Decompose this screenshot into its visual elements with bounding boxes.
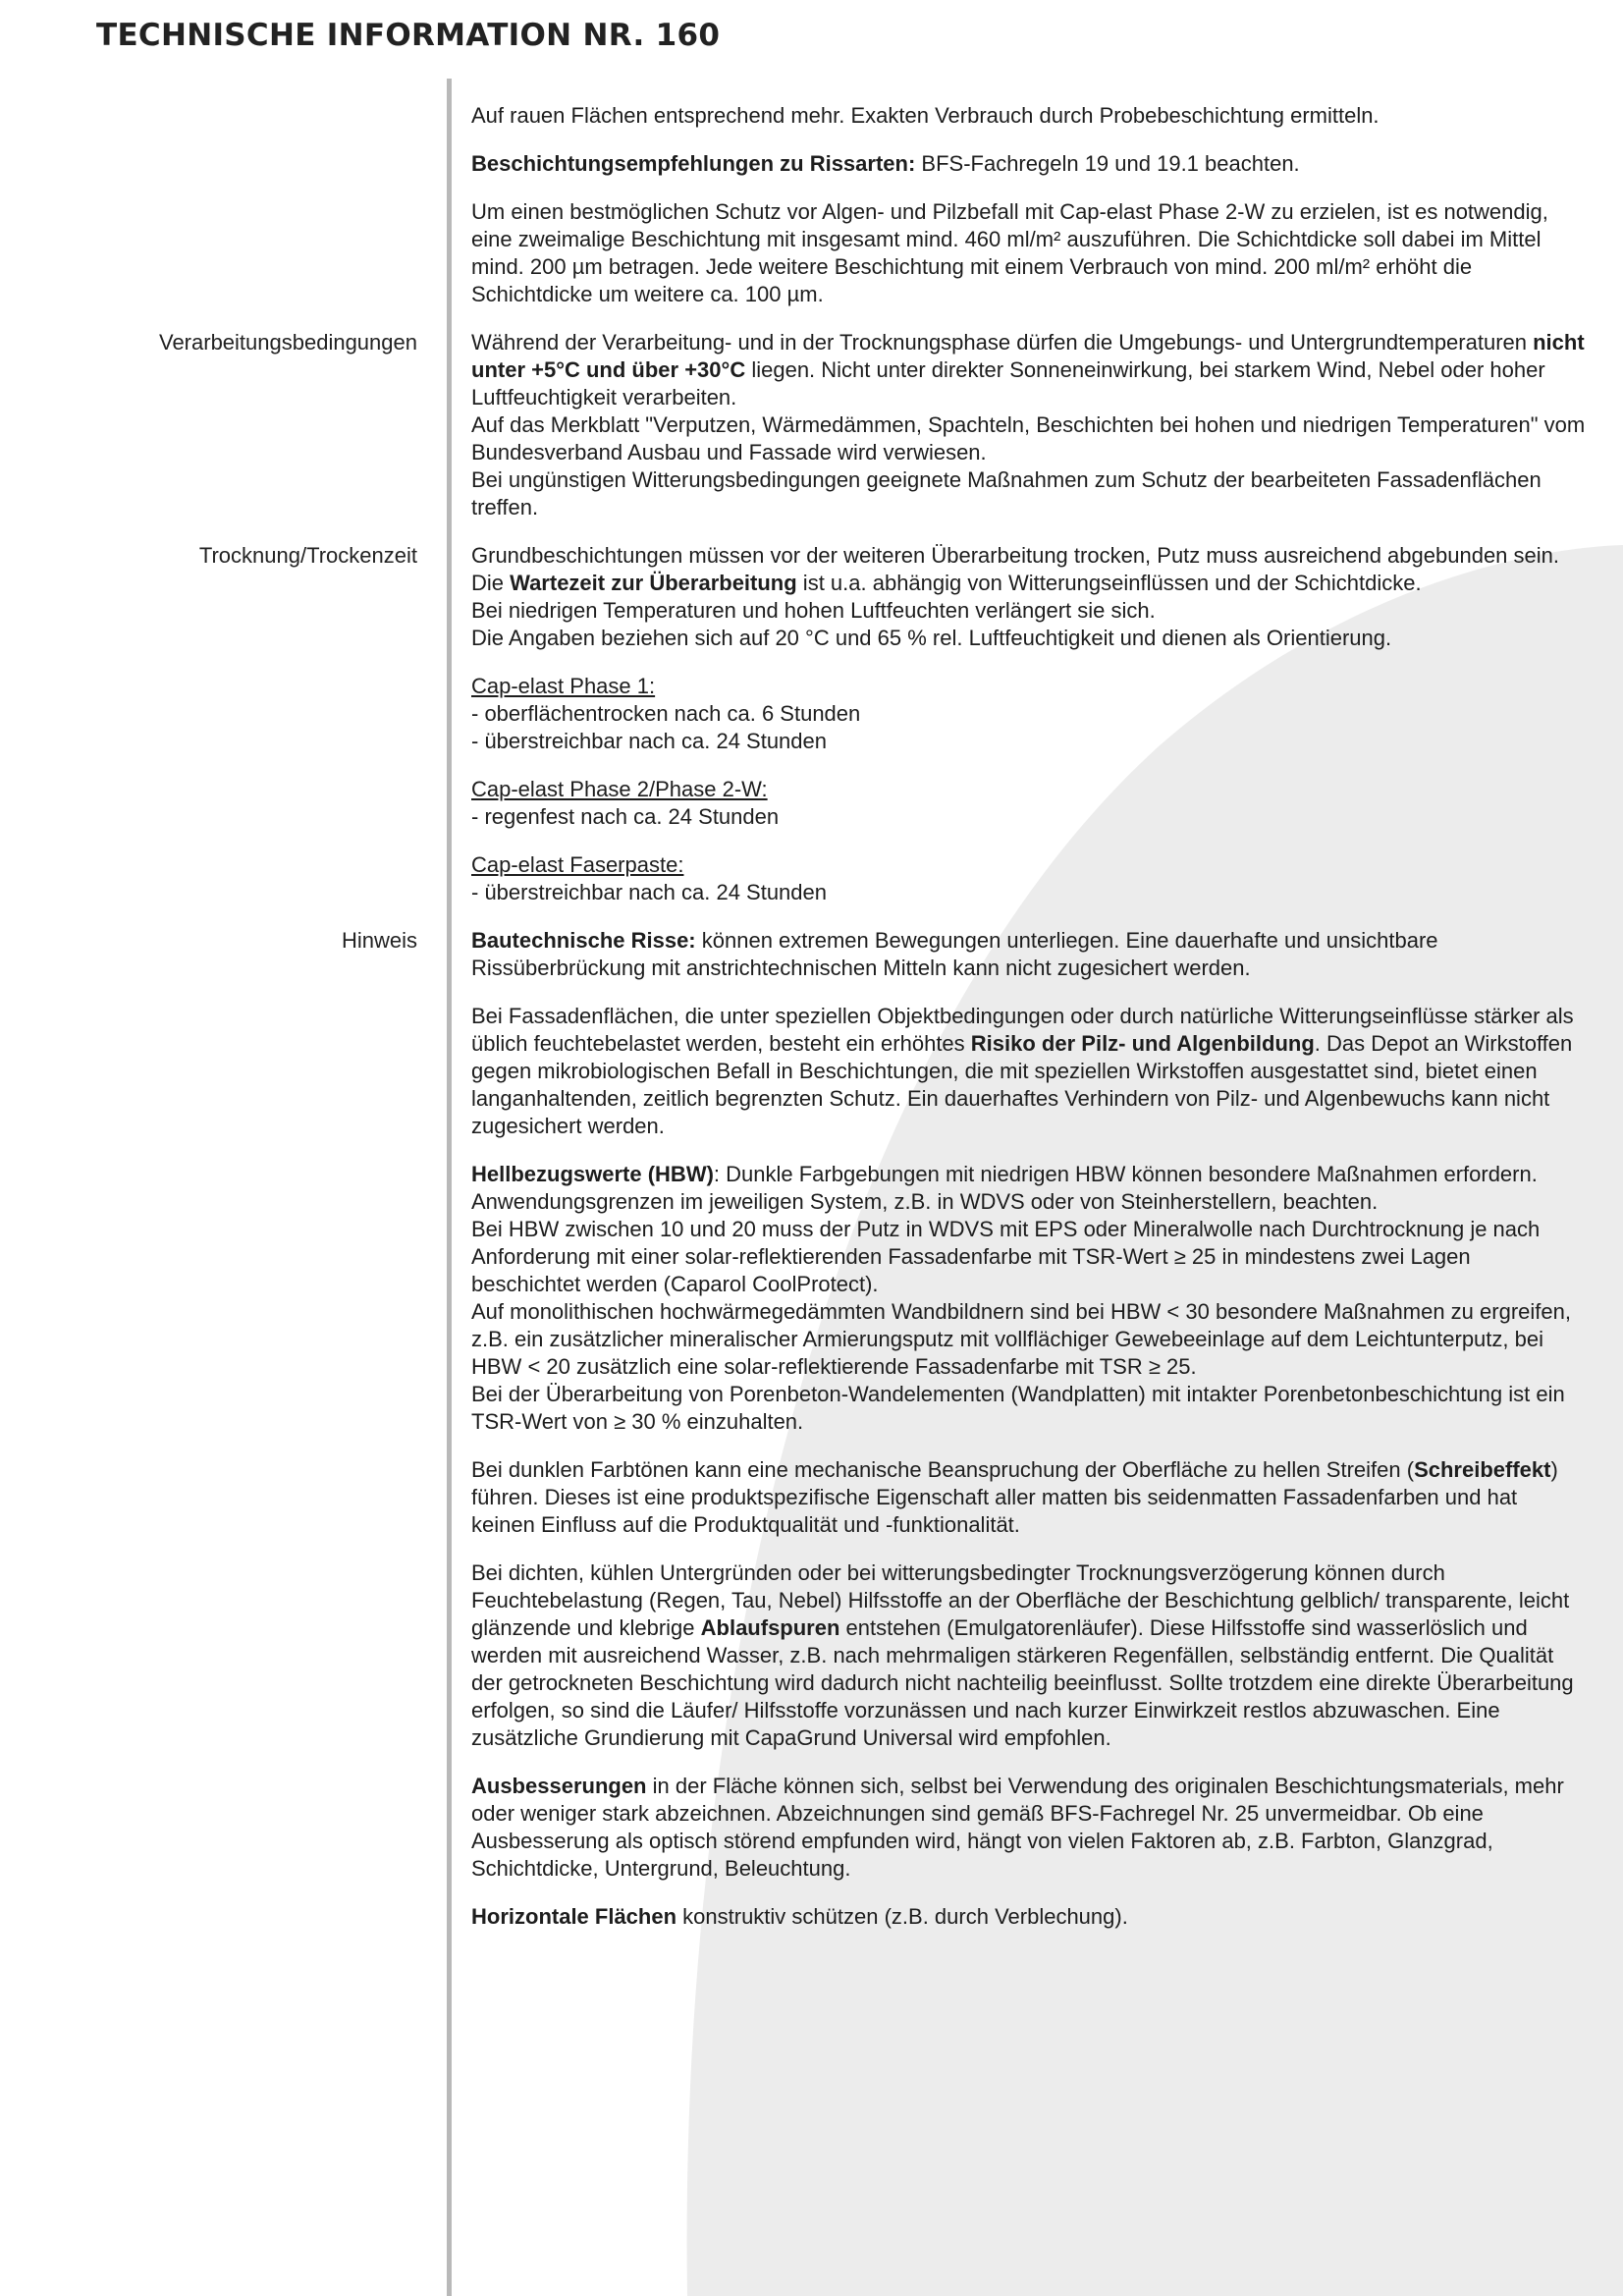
text: BFS-Fachregeln 19 und 19.1 beachten. — [915, 151, 1300, 176]
text: können extremen Bewegungen unterliegen. Eine dauerhafte und unsichtbare Rissüberbrückung mit anstrichtechnischen Mitteln kann nicht zugesichert werden. — [471, 928, 1438, 980]
text: konstruktiv schützen (z.B. durch Verblechung). — [676, 1904, 1128, 1929]
paragraph — [471, 851, 1586, 906]
paragraph — [471, 673, 1586, 755]
section-label: Trocknung/Trockenzeit — [198, 543, 417, 568]
list-item: - überstreichbar nach ca. 24 Stunden — [471, 880, 828, 904]
section-label: Verarbeitungsbedingungen — [158, 330, 417, 355]
text-bold: Wartezeit zur Überarbeitung — [510, 571, 797, 595]
paragraph — [471, 329, 1586, 521]
text: liegen. Nicht unter direkter Sonneneinwirkung, bei starkem Wind, Nebel oder hoher Luftfeuchtigkeit verarbeiten. — [471, 357, 1545, 410]
text: Während der Verarbeitung- und in der Trocknungsphase dürfen die Umgebungs- und Untergrundtemperaturen — [471, 330, 1534, 355]
text: Auf rauen Flächen entsprechend mehr. Exakten Verbrauch durch Probebeschichtung ermitteln. — [471, 103, 1380, 128]
text-bold: Risiko der Pilz- und Algenbildung — [970, 1031, 1315, 1056]
text: ist u.a. abhängig von Witterungseinflüssen und der Schichtdicke. — [796, 571, 1422, 595]
text-bold: Ausbesserungen — [471, 1774, 647, 1798]
page-title: TECHNISCHE INFORMATION NR. 160 — [96, 18, 721, 53]
text: Bei HBW zwischen 10 und 20 muss der Putz in WDVS mit EPS oder Mineralwolle nach Durchtrocknung je nach Anforderung mit einer solar-reflektierenden Fassadenfarbe mit TSR-Wert ≥ 25 in mindestens zwei Lagen beschichtet werden (Caparol CoolProtect). — [471, 1217, 1541, 1296]
section-body — [471, 927, 1586, 1951]
text: Bei niedrigen Temperaturen und hohen Luftfeuchten verlängert sie sich. — [471, 598, 1156, 623]
section-verarbeitung — [0, 329, 1623, 542]
content — [0, 102, 1623, 1951]
text: Auf das Merkblatt "Verputzen, Wärmedämmen, Spachteln, Beschichten bei hohen und niedrigen Temperaturen" vom Bundesverband Ausbau und Fassade wird verwiesen. — [471, 412, 1586, 465]
text: Grundbeschichtungen müssen vor der weiteren Überarbeitung trocken, Putz muss ausreichend abgebunden sein. — [471, 543, 1559, 568]
text: Die — [471, 571, 511, 595]
text-bold: Horizontale Flächen — [471, 1904, 677, 1929]
text: Bei der Überarbeitung von Porenbeton-Wandelementen (Wandplatten) mit intakter Porenbetonbeschichtung ist ein TSR-Wert von ≥ 30 % einzuhalten. — [471, 1382, 1565, 1434]
list-item: - oberflächentrocken nach ca. 6 Stunden — [471, 701, 861, 726]
text: entstehen (Emulgatorenläufer). Diese Hilfsstoffe sind wasserlöslich und werden mit ausreichend Wasser, z.B. nach mehrmaligen stärkeren Regenfällen, selbständig entfernt. Die Qualität der getrockneten Beschichtung wird dadurch nicht nachteilig beeinflusst. Sollte trotzdem eine direkte Überarbeitung erfolgen, so sind die Läufer/ Hilfsstoffe vorzunässen und nach kurzer Einwirkzeit restlos abzuwaschen. Eine zusätzliche Grundierung mit CapaGrund Universal wird empfohlen. — [471, 1615, 1574, 1750]
text: Bei dichten, kühlen Untergründen oder bei witterungsbedingter Trocknungsverzögerung können durch Feuchtebelastung (Regen, Tau, Nebel) Hilfsstoffe an der Oberfläche der Beschichtung gelblich/ transparente, leicht glänzende und klebrige — [471, 1560, 1570, 1640]
subheading: Cap-elast Phase 2/Phase 2-W: — [471, 777, 768, 801]
paragraph — [471, 1559, 1586, 1752]
section-hinweis — [0, 927, 1623, 1951]
paragraph — [471, 542, 1586, 652]
text-bold: Ablaufspuren — [700, 1615, 840, 1640]
section-label: Hinweis — [341, 928, 417, 953]
section-label-empty — [0, 102, 417, 329]
subheading: Cap-elast Phase 1: — [471, 674, 656, 698]
text: in der Fläche können sich, selbst bei Verwendung des originalen Beschichtungsmaterials, mehr oder weniger stark abzeichnen. Abzeichnungen sind gemäß BFS-Fachregel Nr. 25 unvermeidbar. Ob eine Ausbesserung als optisch störend empfunden wird, hängt von vielen Faktoren ab, z.B. Farbton, Glanzgrad, Schichtdicke, Untergrund, Beleuchtung. — [471, 1774, 1564, 1881]
paragraph — [471, 1456, 1586, 1539]
text: Bei Fassadenflächen, die unter speziellen Objektbedingungen oder durch natürliche Witterungseinflüsse stärker als üblich feuchtebelastet werden, besteht ein erhöhtes — [471, 1004, 1574, 1056]
text-bold: nicht unter +5°C und über +30°C — [471, 330, 1585, 382]
paragraph — [471, 150, 1586, 178]
text-bold: Bautechnische Risse: — [471, 928, 696, 953]
list-item: - regenfest nach ca. 24 Stunden — [471, 804, 780, 829]
text: : Dunkle Farbgebungen mit niedrigen HBW können besondere Maßnahmen erfordern. Anwendungsgrenzen im jeweiligen System, z.B. in WDVS oder von Steinherstellern, beachten. — [471, 1162, 1538, 1214]
section-body — [471, 102, 1586, 329]
paragraph — [471, 1003, 1586, 1140]
paragraph — [471, 198, 1586, 308]
text: Auf monolithischen hochwärmegedämmten Wandbildnern sind bei HBW < 30 besondere Maßnahmen zu ergreifen, z.B. ein zusätzlicher mineralischer Armierungsputz mit vollflächiger Gewebeeinlage auf dem Leichtunterputz, bei HBW < 20 zusätzlich eine solar-reflektierende Fassadenfarbe mit TSR ≥ 25. — [471, 1299, 1571, 1379]
paragraph — [471, 1903, 1586, 1931]
text: ) führen. Dieses ist eine produktspezifische Eigenschaft aller matten bis seidenmatten Fassadenfarben und hat keinen Einfluss auf die Produktqualität und -funktionalität. — [471, 1457, 1558, 1537]
list-item: - überstreichbar nach ca. 24 Stunden — [471, 729, 828, 753]
text: . Das Depot an Wirkstoffen gegen mikrobiologischen Befall in Beschichtungen, die mit speziellen Wirkstoffen ausgestattet sind, bietet einen langanhaltenden, zeitlich begrenzten Schutz. Ein dauerhaftes Verhindern von Pilz- und Algenbewuchs kann nicht zugesichert werden. — [471, 1031, 1573, 1138]
text: Bei dunklen Farbtönen kann eine mechanische Beanspruchung der Oberfläche zu hellen Streifen ( — [471, 1457, 1415, 1482]
paragraph — [471, 776, 1586, 831]
paragraph — [471, 1773, 1586, 1883]
paragraph — [471, 1161, 1586, 1436]
text-bold: Beschichtungsempfehlungen zu Rissarten: — [471, 151, 916, 176]
section-trocknung — [0, 542, 1623, 927]
text: Bei ungünstigen Witterungsbedingungen geeignete Maßnahmen zum Schutz der bearbeiteten Fassadenflächen treffen. — [471, 467, 1542, 519]
section-intro — [0, 102, 1623, 329]
section-body — [471, 542, 1586, 927]
text: Um einen bestmöglichen Schutz vor Algen- und Pilzbefall mit Cap-elast Phase 2-W zu erzielen, ist es notwendig, eine zweimalige Beschichtung mit insgesamt mind. 460 ml/m² auszuführen. Die Schichtdicke soll dabei im Mittel mind. 200 µm betragen. Jede weitere Beschichtung mit einem Verbrauch von mind. 200 ml/m² erhöht die Schichtdicke um weitere ca. 100 µm. — [471, 199, 1548, 306]
text-bold: Schreibeffekt — [1414, 1457, 1551, 1482]
paragraph — [471, 102, 1586, 130]
text: Die Angaben beziehen sich auf 20 °C und 65 % rel. Luftfeuchtigkeit und dienen als Orientierung. — [471, 626, 1392, 650]
section-body — [471, 329, 1586, 542]
paragraph — [471, 927, 1586, 982]
text-bold: Hellbezugswerte (HBW) — [471, 1162, 714, 1186]
subheading: Cap-elast Faserpaste: — [471, 852, 684, 877]
